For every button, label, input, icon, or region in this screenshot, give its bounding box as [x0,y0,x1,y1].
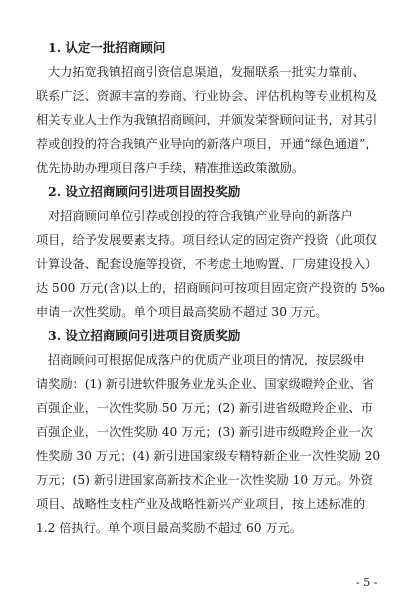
section-3-line-7: 项目、战略性支柱产业及战略性新兴产业项目，按上述标准的 [36,497,366,511]
section-3-line-6: 万元；(5) 新引进国家高新技术企业一次性奖励 10 万元。外资 [36,473,373,487]
section-1-line-4: 荐或创投的符合我镇产业导向的新落户项目，开通“绿色通道”， [36,137,378,151]
section-2-line-3: 计算设备、配套设施等投资，不考虑土地购置、厂房建设投入） [36,257,378,271]
section-2-heading: 2. 设立招商顾问引进项目固投奖励 [48,184,241,199]
section-3-line-2: 请奖励：(1) 新引进软件服务业龙头企业、国家级瞪羚企业、省 [36,377,375,391]
section-1-heading: 1. 认定一批招商顾问 [48,40,166,55]
section-2-line-5: 申请一次性奖励。单个项目最高奖励不超过 30 万元。 [36,305,328,319]
page-number: - 5 - [356,576,378,589]
section-1-line-2: 联系广泛、资源丰富的券商、行业协会、评估机构等专业机构及 [36,89,378,103]
section-3-line-3: 百强企业，一次性奖励 50 万元；(2) 新引进省级瞪羚企业、市 [36,401,373,415]
section-2-line-2: 项目，给予发展要素支持。项目经认定的固定资产投资（此项仅 [36,233,378,247]
section-2-line-4: 达 500 万元(含)以上的，招商顾问可按项目固定资产投资的 5‰ [36,281,385,295]
section-3-line-8: 1.2 倍执行。单个项目最高奖励不超过 60 万元。 [36,521,302,535]
section-1-line-5: 优先协助办理项目落户手续，精准推送政策激励。 [36,161,305,175]
section-1-line-3: 相关专业人士作为我镇招商顾问，并颁发荣誉顾问证书，对其引 [36,113,378,127]
section-2-line-1: 对招商顾问单位引荐或创投的符合我镇产业导向的新落户 [48,209,353,223]
section-3-line-1: 招商顾问可根据促成落户的优质产业项目的情况，按层级申 [48,353,365,367]
section-3-heading: 3. 设立招商顾问引进项目资质奖励 [48,328,241,343]
section-3-line-5: 性奖励 30 万元；(4) 新引进国家级专精特新企业一次性奖励 20 [36,449,381,463]
section-1-line-1: 大力拓宽我镇招商引资信息渠道，发掘联系一批实力靠前、 [48,65,365,79]
section-3-line-4: 百强企业，一次性奖励 40 万元；(3) 新引进市级瞪羚企业一次 [36,425,373,439]
